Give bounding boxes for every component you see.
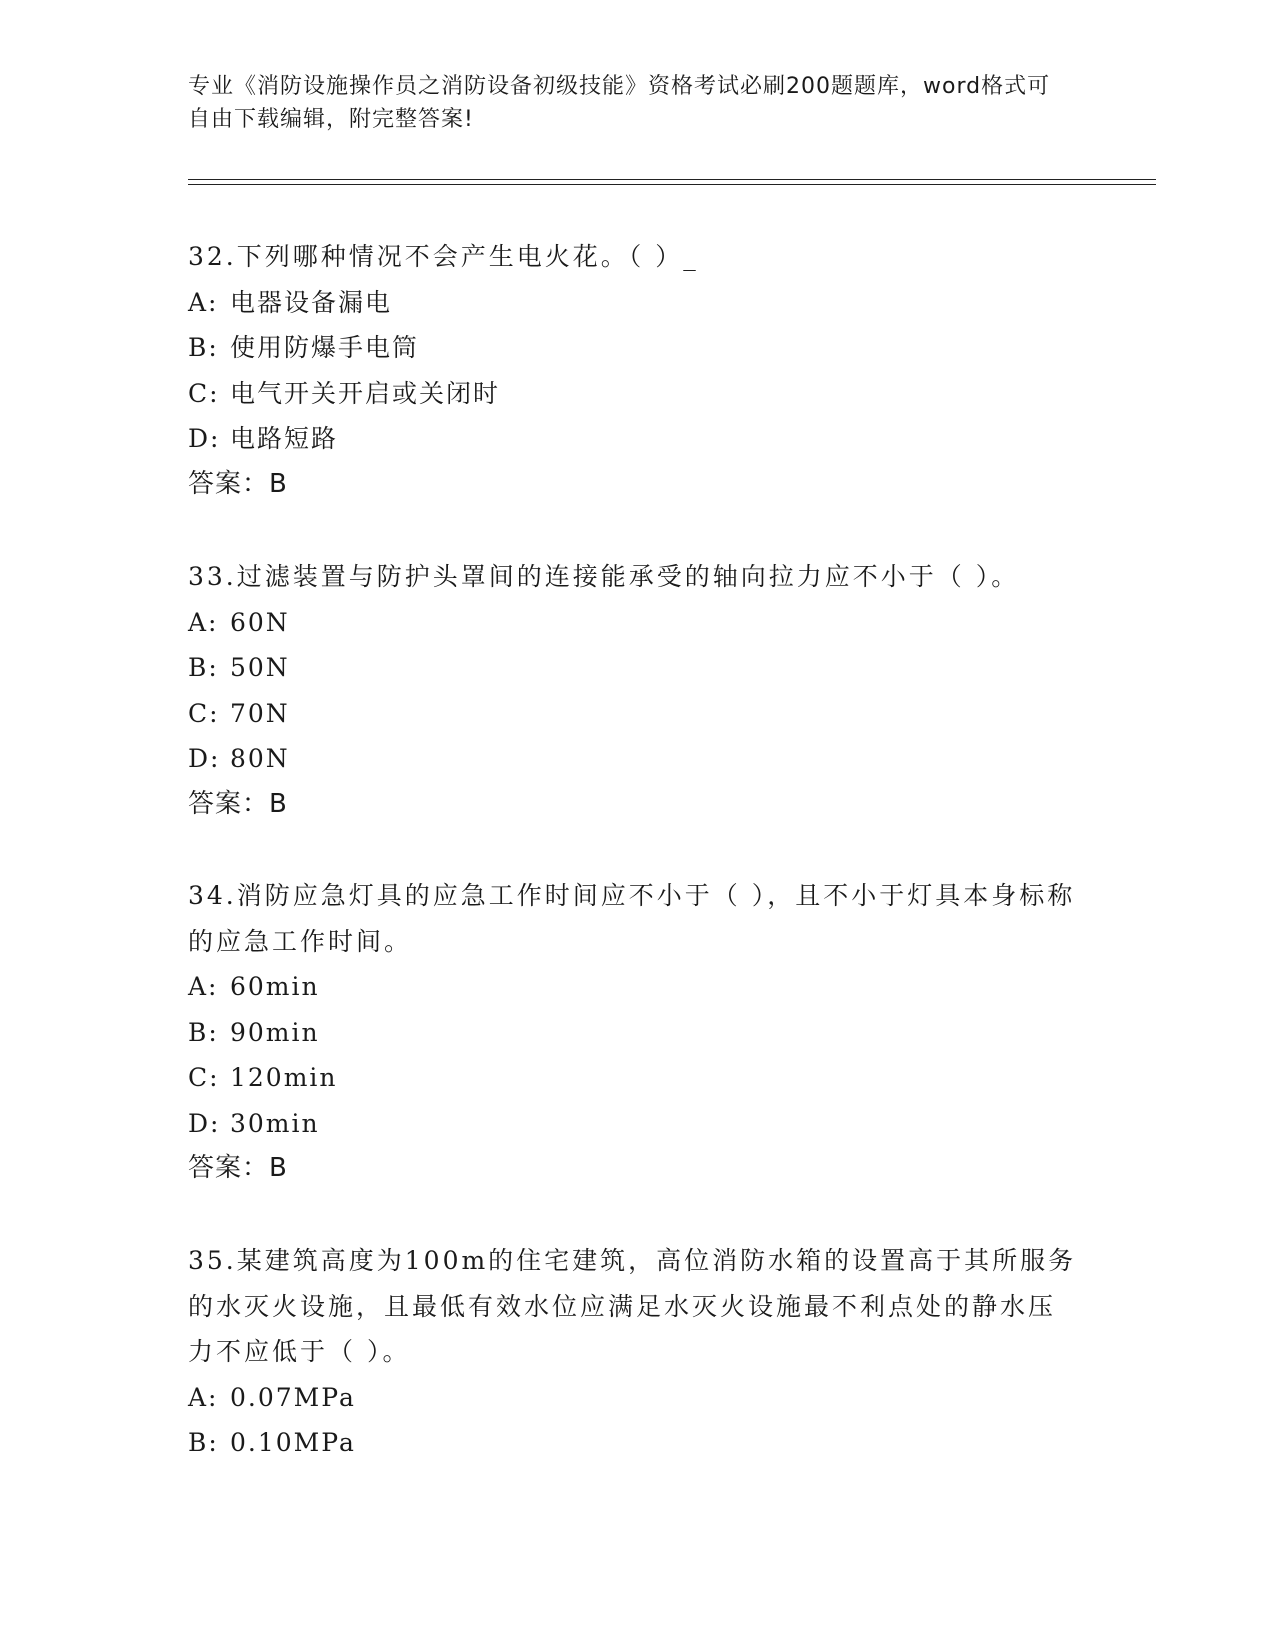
question-stem: 35.某建筑高度为100m的住宅建筑，高位消防水箱的设置高于其所服务的水灭火设施，且最低有效水位应满足水灭火设施最不利点处的静水压力不应低于（ ）。 — [188, 1246, 1077, 1366]
option-label: B: — [188, 1428, 219, 1457]
answer-line: 答案：B — [188, 788, 288, 819]
question-32 — [188, 234, 1078, 507]
option-b — [188, 645, 1078, 691]
option-label: D: — [188, 424, 221, 453]
option-label: B: — [188, 333, 219, 362]
option-label: A: — [188, 1382, 219, 1412]
option-c — [188, 691, 1078, 737]
header-divider-top — [188, 179, 1156, 180]
question-34 — [188, 873, 1078, 1191]
option-text: 电气开关开启或关闭时 — [230, 378, 501, 408]
option-b — [188, 1420, 1078, 1466]
option-label: B: — [188, 1017, 219, 1047]
option-a — [188, 600, 1078, 646]
option-b — [188, 325, 1078, 371]
header-divider-bottom — [188, 184, 1156, 185]
option-text: 电路短路 — [230, 424, 339, 453]
question-stem: 34.消防应急灯具的应急工作时间应不小于（ ），且不小于灯具本身标称的应急工作时间。 — [188, 881, 1076, 956]
option-b — [188, 1010, 1078, 1056]
answer-line: 答案：B — [188, 468, 288, 499]
option-text: 120min — [230, 1063, 338, 1092]
option-label: D: — [188, 744, 221, 773]
question-33 — [188, 554, 1078, 827]
option-label: D: — [188, 1108, 221, 1138]
question-stem: 32.下列哪种情况不会产生电火花。（ ）_ — [188, 242, 699, 271]
option-d — [188, 1101, 1078, 1147]
question-35 — [188, 1238, 1078, 1466]
option-text: 70N — [230, 698, 290, 728]
option-label: C: — [188, 698, 220, 728]
option-c — [188, 1055, 1078, 1101]
option-a — [188, 964, 1078, 1010]
option-label: A: — [188, 607, 219, 637]
option-label: C: — [188, 1063, 220, 1092]
question-stem: 33.过滤装置与防护头罩间的连接能承受的轴向拉力应不小于（ ）。 — [188, 562, 1020, 591]
option-a — [188, 280, 1078, 326]
option-text: 30min — [230, 1108, 320, 1138]
option-c — [188, 371, 1078, 417]
option-text: 60min — [230, 972, 320, 1001]
option-text: 60N — [230, 607, 290, 637]
option-label: B: — [188, 653, 219, 682]
option-text: 50N — [230, 653, 290, 682]
option-text: 电器设备漏电 — [230, 287, 393, 317]
option-text: 90min — [230, 1017, 320, 1047]
option-d — [188, 736, 1078, 782]
option-label: A: — [188, 972, 219, 1001]
option-a — [188, 1375, 1078, 1421]
option-text: 80N — [230, 744, 290, 773]
option-text: 0.07MPa — [230, 1382, 356, 1412]
document-intro: 专业《消防设施操作员之消防设备初级技能》资格考试必刷200题题库，word格式可自由下载编辑，附完整答案! — [188, 74, 1051, 132]
option-text: 使用防爆手电筒 — [230, 333, 420, 362]
option-text: 0.10MPa — [230, 1428, 356, 1457]
answer-line: 答案：B — [188, 1153, 288, 1183]
option-label: A: — [188, 287, 219, 317]
option-label: C: — [188, 378, 220, 408]
option-d — [188, 416, 1078, 462]
